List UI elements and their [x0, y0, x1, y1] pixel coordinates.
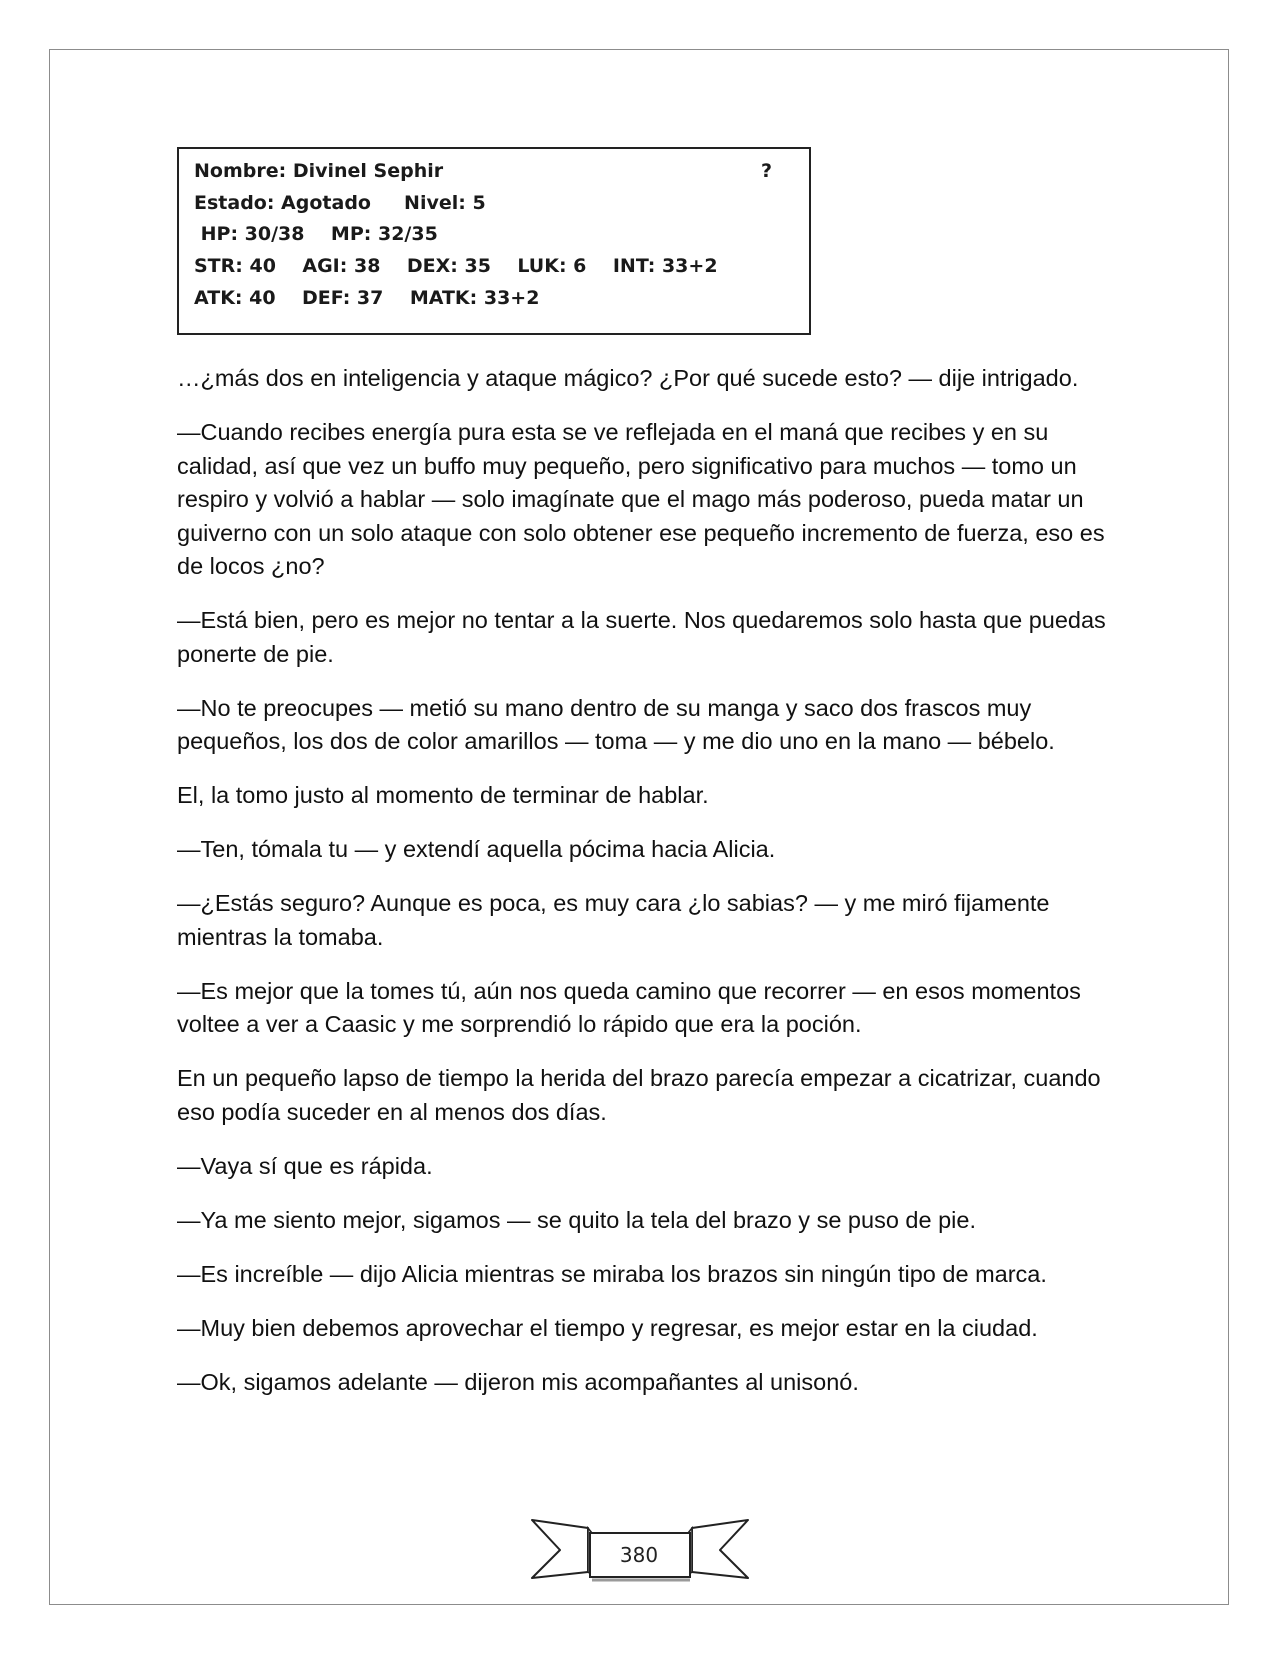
page-number: 380: [619, 1543, 659, 1567]
status-question-mark: ?: [761, 160, 773, 182]
paragraph: —Es mejor que la tomes tú, aún nos queda camino que recorrer — en esos momentos voltee a ver a Caasic y me sorprendió lo rápido que era la poción.: [177, 977, 1081, 1037]
character-status-box: [177, 147, 811, 335]
paragraph: —Está bien, pero es mejor no tentar a la suerte. Nos quedaremos solo hasta que puedas ponerte de pie.: [177, 607, 1106, 667]
paragraph: El, la tomo justo al momento de terminar de hablar.: [177, 782, 709, 808]
paragraph: En un pequeño lapso de tiempo la herida del brazo parecía empezar a cicatrizar, cuando eso podía suceder en al menos dos días.: [177, 1065, 1101, 1125]
paragraph: —Ten, tómala tu — y extendí aquella pócima hacia Alicia.: [177, 836, 776, 862]
paragraph: —Ok, sigamos adelante — dijeron mis acompañantes al unisonó.: [177, 1368, 859, 1395]
paragraph: —Ya me siento mejor, sigamos — se quito la tela del brazo y se puso de pie.: [177, 1206, 976, 1233]
paragraph: —Muy bien debemos aprovechar el tiempo y regresar, es mejor estar en la ciudad.: [177, 1314, 1038, 1341]
paragraph: —¿Estás seguro? Aunque es poca, es muy cara ¿lo sabias? — y me miró fijamente mientras la tomaba.: [177, 890, 1050, 950]
status-combat-stats: ATK: 40 DEF: 37 MATK: 33+2: [194, 287, 540, 309]
paragraph: —No te preocupes — metió su mano dentro de su manga y saco dos frascos muy pequeños, los dos de color amarillos — toma — y me dio uno en la mano — bébelo.: [177, 694, 1055, 754]
paragraph: —Cuando recibes energía pura esta se ve reflejada en el maná que recibes y en su calidad, así que vez un buffo muy pequeño, pero significativo para muchos — tomo un respiro y volvió a hablar — solo imagínate que el mago más poderoso, pueda matar un guiverno con un solo ataque con solo obtener ese pequeño incremento de fuerza, eso es de locos ¿no?: [177, 419, 1105, 579]
paragraph: —Vaya sí que es rápida.: [177, 1152, 433, 1179]
story-text: [177, 362, 1107, 1420]
status-hp-mp: HP: 30/38 MP: 32/35: [194, 223, 438, 245]
status-name: Nombre: Divinel Sephir: [194, 160, 444, 182]
paragraph: —Es increíble — dijo Alicia mientras se miraba los brazos sin ningún tipo de marca.: [177, 1260, 1047, 1287]
paragraph: …¿más dos en inteligencia y ataque mágico? ¿Por qué sucede esto? — dije intrigado.: [177, 365, 1079, 391]
status-state-level: Estado: Agotado Nivel: 5: [194, 192, 486, 214]
status-attributes: STR: 40 AGI: 38 DEX: 35 LUK: 6 INT: 33+2: [194, 255, 718, 277]
